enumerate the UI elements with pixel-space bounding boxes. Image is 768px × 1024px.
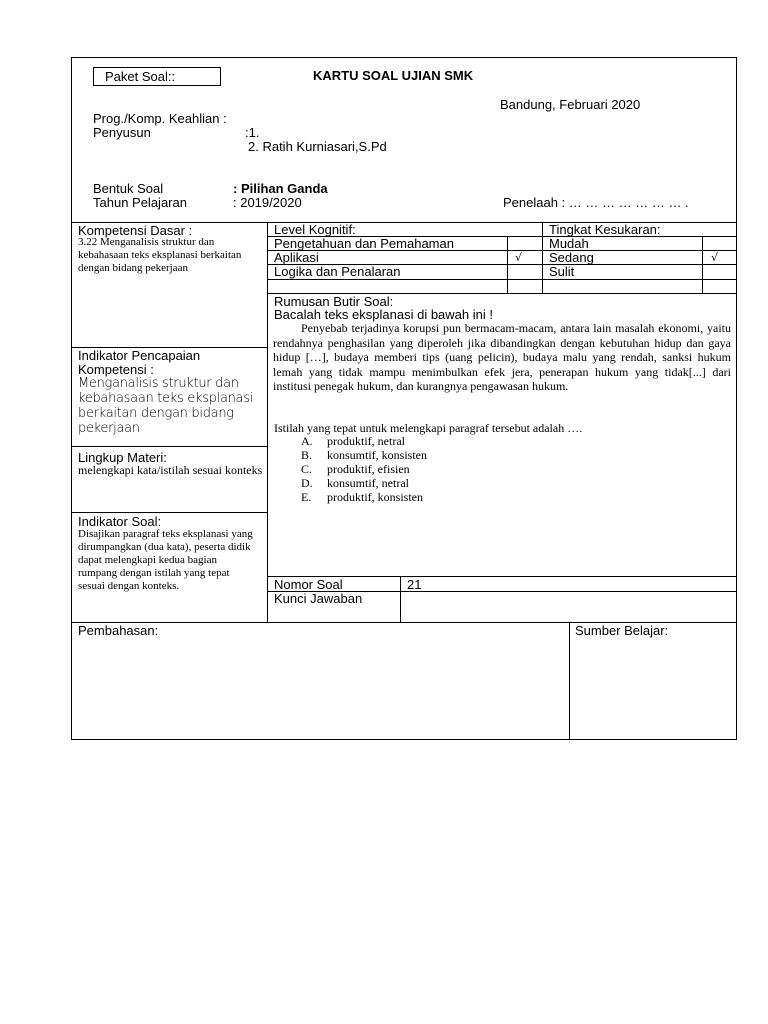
level-row-2: Aplikasi [274, 250, 319, 265]
bentuk-value: : Pilihan Ganda [233, 181, 328, 196]
prog-label: Prog./Komp. Keahlian : [93, 111, 227, 126]
soal-label: Rumusan Butir Soal: [274, 294, 394, 309]
tingkat-label: Tingkat Kesukaran: [549, 222, 661, 237]
grid-v-level-check [507, 236, 508, 293]
grid-h4 [267, 279, 737, 280]
option-text: produktif, konsisten [327, 490, 423, 504]
option-text: konsumtif, netral [327, 476, 409, 490]
option-letter: D. [301, 476, 313, 490]
option-a [301, 434, 405, 449]
grid-nomor-v [400, 576, 401, 622]
option-c [301, 462, 410, 477]
sumber-label: Sumber Belajar: [575, 623, 669, 638]
place-date: Bandung, Februari 2020 [500, 97, 641, 112]
soal-instruction: Bacalah teks eksplanasi di bawah ini ! [274, 307, 493, 322]
level-row-3: Logika dan Penalaran [274, 264, 401, 279]
lingkup-text: melengkapi kata/istilah sesuai konteks [78, 463, 263, 477]
tahun-label: Tahun Pelajaran [93, 195, 187, 210]
grid-v-tingkat-check [702, 236, 703, 293]
card-title: KARTU SOAL UJIAN SMK [313, 68, 474, 83]
nomor-label: Nomor Soal [274, 577, 343, 592]
level-row-1: Pengetahuan dan Pemahaman [274, 236, 454, 251]
pembahasan-label: Pembahasan: [78, 623, 159, 638]
kompetensi-label: Kompetensi Dasar : [78, 223, 193, 238]
soal-paragraph: Penyebab terjadinya korupsi pun bermacam-macam, antara lain masalah ekonomi, yaitu rendahnya penghasilan yang diperoleh jika dibandingkan dengan kebutuhan hidup dan gaya hidup […], budaya memberi tips (uang pelicin), budaya malu yang rendah, sanksi hukum lemah yang tidak mampu menimbulkan efek jera, penerapan hukum yang tidak[...] dari institusi penegak hukum, dan kurangnya pengawasan hukum. [273, 321, 731, 394]
grid-v-middle [542, 222, 543, 293]
indikator-soal-text: Disajikan paragraf teks eksplanasi yang dirumpangkan (dua kata), peserta didik dapat melengkapi kedua bagian rumpang dengan istilah yang tepat sesuai dengan konteks. [78, 528, 253, 592]
indikator-pencapaian-label: Indikator Pencapaian Kompetensi : [78, 348, 201, 377]
paket-soal-box: Paket Soal:: [93, 67, 221, 86]
penyusun-2: 2. Ratih Kurniasari,S.Pd [248, 139, 387, 154]
divider-left-column [267, 222, 268, 622]
option-text: konsumtif, konsisten [327, 448, 428, 462]
lingkup-label: Lingkup Materi: [78, 450, 167, 465]
divider-left-2 [71, 446, 267, 447]
option-letter: E. [301, 490, 312, 504]
penyusun-1: :1. [245, 125, 260, 140]
indikator-soal-label: Indikator Soal: [78, 514, 162, 529]
bentuk-label: Bentuk Soal [93, 181, 164, 196]
tingkat-row-3: Sulit [549, 264, 575, 279]
divider-bottom-v [569, 622, 570, 740]
nomor-value: 21 [407, 577, 422, 592]
option-letter: C. [301, 462, 313, 476]
divider-left-3 [71, 512, 267, 513]
kunci-label: Kunci Jawaban [274, 591, 363, 606]
option-letter: B. [301, 448, 313, 462]
indikator-pencapaian-text: Menganalisis struktur dan kebahasaan teks eksplanasi berkaitan dengan bidang pekerjaan [78, 376, 254, 436]
option-text: produktif, netral [327, 434, 405, 448]
tahun-value: : 2019/2020 [233, 195, 302, 210]
level-aplikasi-check: √ [515, 251, 523, 264]
option-letter: A. [301, 434, 313, 448]
level-label: Level Kognitif: [274, 222, 356, 237]
tingkat-row-2: Sedang [549, 250, 594, 265]
penelaah: Penelaah : … … … … … … … . [503, 195, 689, 210]
tingkat-row-1: Mudah [549, 236, 589, 251]
option-e [301, 490, 423, 505]
option-b [301, 448, 427, 463]
option-text: produktif, efisien [327, 462, 410, 476]
kompetensi-text: 3.22 Menganalisis struktur dan kebahasaan teks eksplanasi berkaitan dengan bidang pekerjaan [78, 236, 242, 274]
penyusun-label: Penyusun [93, 125, 151, 140]
option-d [301, 476, 409, 491]
soal-question: Istilah yang tepat untuk melengkapi paragraf tersebut adalah …. [274, 421, 583, 435]
tingkat-sedang-check: √ [711, 251, 719, 264]
